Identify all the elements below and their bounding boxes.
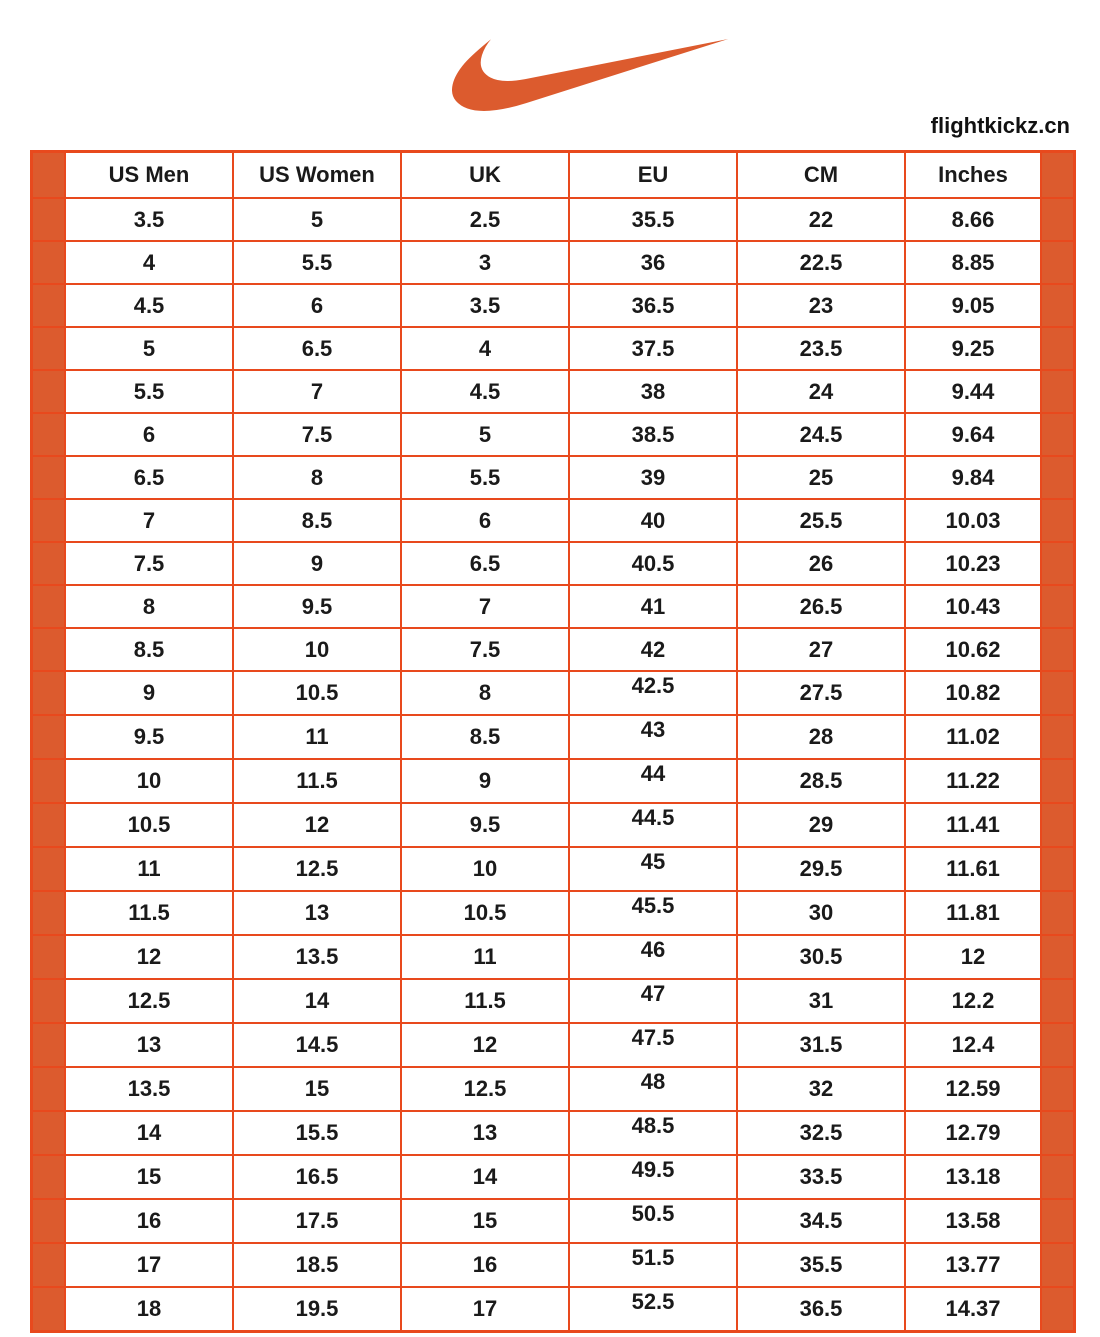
orange-side-bar: [32, 715, 66, 759]
orange-side-bar: [1041, 198, 1075, 241]
size-cell: 31: [737, 979, 905, 1023]
size-cell: 22: [737, 198, 905, 241]
size-cell: 44: [569, 759, 737, 803]
table-row: [32, 499, 1075, 542]
size-cell: 6: [401, 499, 569, 542]
size-cell: 10: [233, 628, 401, 671]
size-cell: 35.5: [737, 1243, 905, 1287]
orange-side-bar: [32, 241, 66, 284]
size-cell: 47: [569, 979, 737, 1023]
size-cell: 8.5: [65, 628, 233, 671]
orange-side-bar: [1041, 327, 1075, 370]
size-cell: 5: [233, 198, 401, 241]
size-cell: 11.41: [905, 803, 1041, 847]
size-cell: 5: [401, 413, 569, 456]
orange-side-bar: [32, 1067, 66, 1111]
orange-side-bar: [1041, 891, 1075, 935]
size-cell: 34.5: [737, 1199, 905, 1243]
orange-side-bar: [1041, 370, 1075, 413]
size-cell: 51.5: [569, 1243, 737, 1287]
size-cell: 25.5: [737, 499, 905, 542]
size-cell: 29.5: [737, 847, 905, 891]
column-header-uk: UK: [401, 152, 569, 199]
orange-side-bar: [32, 198, 66, 241]
table-row: [32, 759, 1075, 803]
size-cell: 26: [737, 542, 905, 585]
size-cell: 7.5: [65, 542, 233, 585]
table-row: [32, 979, 1075, 1023]
column-header-us-women: US Women: [233, 152, 401, 199]
orange-side-bar: [1041, 241, 1075, 284]
size-cell: 6.5: [401, 542, 569, 585]
orange-side-bar: [1041, 1287, 1075, 1332]
orange-side-bar: [32, 1199, 66, 1243]
orange-side-bar: [1041, 1023, 1075, 1067]
size-cell: 7: [401, 585, 569, 628]
orange-side-bar: [1041, 715, 1075, 759]
size-cell: 6.5: [65, 456, 233, 499]
table-row: [32, 284, 1075, 327]
column-header-us-men: US Men: [65, 152, 233, 199]
size-cell: 36: [569, 241, 737, 284]
size-cell: 30: [737, 891, 905, 935]
size-cell: 48.5: [569, 1111, 737, 1155]
orange-side-bar: [1041, 585, 1075, 628]
size-cell: 11: [233, 715, 401, 759]
size-cell: 12.5: [401, 1067, 569, 1111]
table-row: [32, 198, 1075, 241]
size-cell: 16: [401, 1243, 569, 1287]
size-cell: 9.84: [905, 456, 1041, 499]
orange-side-bar: [32, 327, 66, 370]
size-cell: 45: [569, 847, 737, 891]
table-row: [32, 803, 1075, 847]
nike-swoosh-icon: [452, 27, 730, 123]
size-cell: 8.66: [905, 198, 1041, 241]
size-cell: 52.5: [569, 1287, 737, 1332]
size-cell: 17: [65, 1243, 233, 1287]
table-row: [32, 1287, 1075, 1332]
size-cell: 10.5: [65, 803, 233, 847]
size-cell: 41: [569, 585, 737, 628]
orange-side-bar: [32, 1243, 66, 1287]
size-cell: 32.5: [737, 1111, 905, 1155]
orange-side-bar: [1041, 499, 1075, 542]
table-row: [32, 1243, 1075, 1287]
size-cell: 24: [737, 370, 905, 413]
size-cell: 9.64: [905, 413, 1041, 456]
size-cell: 9: [233, 542, 401, 585]
table-row: [32, 585, 1075, 628]
orange-side-bar: [32, 803, 66, 847]
size-cell: 9.44: [905, 370, 1041, 413]
size-cell: 4.5: [65, 284, 233, 327]
table-row: [32, 413, 1075, 456]
orange-side-bar: [32, 499, 66, 542]
size-cell: 9: [401, 759, 569, 803]
size-cell: 10: [401, 847, 569, 891]
size-cell: 15: [65, 1155, 233, 1199]
orange-side-bar: [1041, 456, 1075, 499]
size-cell: 32: [737, 1067, 905, 1111]
size-cell: 27: [737, 628, 905, 671]
size-cell: 13.77: [905, 1243, 1041, 1287]
size-cell: 13.58: [905, 1199, 1041, 1243]
size-cell: 13: [401, 1111, 569, 1155]
size-cell: 17: [401, 1287, 569, 1332]
size-cell: 12.59: [905, 1067, 1041, 1111]
size-cell: 11: [65, 847, 233, 891]
size-cell: 27.5: [737, 671, 905, 715]
size-cell: 38: [569, 370, 737, 413]
size-cell: 28.5: [737, 759, 905, 803]
orange-side-bar: [32, 1111, 66, 1155]
size-cell: 11.81: [905, 891, 1041, 935]
size-cell: 42: [569, 628, 737, 671]
size-cell: 39: [569, 456, 737, 499]
size-cell: 31.5: [737, 1023, 905, 1067]
size-cell: 14: [233, 979, 401, 1023]
size-cell: 13: [233, 891, 401, 935]
orange-side-bar: [32, 759, 66, 803]
size-cell: 11.22: [905, 759, 1041, 803]
size-cell: 8: [233, 456, 401, 499]
size-cell: 10.23: [905, 542, 1041, 585]
size-cell: 11.02: [905, 715, 1041, 759]
size-cell: 12: [401, 1023, 569, 1067]
orange-side-bar: [32, 1155, 66, 1199]
size-cell: 44.5: [569, 803, 737, 847]
size-cell: 12: [65, 935, 233, 979]
size-cell: 8.85: [905, 241, 1041, 284]
size-cell: 5.5: [65, 370, 233, 413]
size-cell: 7: [233, 370, 401, 413]
size-cell: 29: [737, 803, 905, 847]
size-cell: 5.5: [401, 456, 569, 499]
size-cell: 13.18: [905, 1155, 1041, 1199]
size-cell: 11.5: [65, 891, 233, 935]
size-cell: 16.5: [233, 1155, 401, 1199]
column-header-inches: Inches: [905, 152, 1041, 199]
size-cell: 40: [569, 499, 737, 542]
table-row: [32, 1155, 1075, 1199]
size-cell: 12: [905, 935, 1041, 979]
size-cell: 10.5: [233, 671, 401, 715]
size-cell: 24.5: [737, 413, 905, 456]
orange-side-bar: [1041, 979, 1075, 1023]
size-cell: 8: [401, 671, 569, 715]
size-cell: 9.5: [65, 715, 233, 759]
size-cell: 3.5: [65, 198, 233, 241]
size-cell: 8.5: [401, 715, 569, 759]
size-cell: 13.5: [233, 935, 401, 979]
size-cell: 23: [737, 284, 905, 327]
size-cell: 38.5: [569, 413, 737, 456]
orange-side-bar: [1041, 1111, 1075, 1155]
size-cell: 19.5: [233, 1287, 401, 1332]
table-row: [32, 628, 1075, 671]
table-row: [32, 847, 1075, 891]
size-cell: 7: [65, 499, 233, 542]
size-cell: 13.5: [65, 1067, 233, 1111]
size-cell: 22.5: [737, 241, 905, 284]
size-cell: 33.5: [737, 1155, 905, 1199]
orange-side-bar: [1041, 671, 1075, 715]
size-cell: 6: [233, 284, 401, 327]
size-cell: 12.5: [65, 979, 233, 1023]
orange-side-bar: [32, 847, 66, 891]
table-row: [32, 715, 1075, 759]
orange-side-bar: [32, 979, 66, 1023]
orange-side-bar: [32, 935, 66, 979]
size-cell: 36.5: [569, 284, 737, 327]
size-cell: 12.2: [905, 979, 1041, 1023]
size-cell: 9.5: [401, 803, 569, 847]
size-cell: 6.5: [233, 327, 401, 370]
size-cell: 43: [569, 715, 737, 759]
size-cell: 15: [233, 1067, 401, 1111]
table-row: [32, 891, 1075, 935]
size-cell: 9.25: [905, 327, 1041, 370]
size-cell: 16: [65, 1199, 233, 1243]
size-cell: 8: [65, 585, 233, 628]
size-cell: 47.5: [569, 1023, 737, 1067]
size-cell: 42.5: [569, 671, 737, 715]
size-cell: 26.5: [737, 585, 905, 628]
size-cell: 48: [569, 1067, 737, 1111]
orange-side-bar: [1041, 152, 1075, 199]
size-cell: 18: [65, 1287, 233, 1332]
size-cell: 30.5: [737, 935, 905, 979]
size-cell: 23.5: [737, 327, 905, 370]
size-cell: 8.5: [233, 499, 401, 542]
size-cell: 10: [65, 759, 233, 803]
size-cell: 13: [65, 1023, 233, 1067]
table-row: [32, 542, 1075, 585]
orange-side-bar: [1041, 935, 1075, 979]
orange-side-bar: [1041, 542, 1075, 585]
size-cell: 14.37: [905, 1287, 1041, 1332]
size-cell: 40.5: [569, 542, 737, 585]
orange-side-bar: [1041, 803, 1075, 847]
table-header-row: [32, 152, 1075, 199]
size-cell: 25: [737, 456, 905, 499]
orange-side-bar: [32, 1023, 66, 1067]
orange-side-bar: [1041, 759, 1075, 803]
size-cell: 50.5: [569, 1199, 737, 1243]
table-row: [32, 370, 1075, 413]
table-row: [32, 241, 1075, 284]
table-row: [32, 327, 1075, 370]
size-cell: 12.5: [233, 847, 401, 891]
size-cell: 4: [401, 327, 569, 370]
table-row: [32, 935, 1075, 979]
table-row: [32, 456, 1075, 499]
orange-side-bar: [32, 413, 66, 456]
size-cell: 5.5: [233, 241, 401, 284]
size-cell: 6: [65, 413, 233, 456]
column-header-cm: CM: [737, 152, 905, 199]
size-cell: 10.5: [401, 891, 569, 935]
table-row: [32, 671, 1075, 715]
size-cell: 9: [65, 671, 233, 715]
orange-side-bar: [1041, 628, 1075, 671]
orange-side-bar: [1041, 1155, 1075, 1199]
orange-side-bar: [32, 456, 66, 499]
size-cell: 5: [65, 327, 233, 370]
size-cell: 10.43: [905, 585, 1041, 628]
size-cell: 4: [65, 241, 233, 284]
table-row: [32, 1067, 1075, 1111]
size-cell: 11.5: [401, 979, 569, 1023]
size-cell: 17.5: [233, 1199, 401, 1243]
size-cell: 9.5: [233, 585, 401, 628]
size-cell: 15: [401, 1199, 569, 1243]
table-row: [32, 1111, 1075, 1155]
size-cell: 4.5: [401, 370, 569, 413]
orange-side-bar: [1041, 1199, 1075, 1243]
table-row: [32, 1023, 1075, 1067]
orange-side-bar: [1041, 284, 1075, 327]
size-cell: 14: [65, 1111, 233, 1155]
orange-side-bar: [1041, 413, 1075, 456]
size-conversion-table: [30, 150, 1076, 1333]
orange-side-bar: [32, 284, 66, 327]
orange-side-bar: [32, 152, 66, 199]
orange-side-bar: [32, 1287, 66, 1332]
size-cell: 11.5: [233, 759, 401, 803]
size-cell: 18.5: [233, 1243, 401, 1287]
size-cell: 11: [401, 935, 569, 979]
size-cell: 49.5: [569, 1155, 737, 1199]
size-cell: 15.5: [233, 1111, 401, 1155]
size-cell: 37.5: [569, 327, 737, 370]
orange-side-bar: [32, 628, 66, 671]
size-cell: 10.82: [905, 671, 1041, 715]
size-cell: 28: [737, 715, 905, 759]
size-cell: 2.5: [401, 198, 569, 241]
size-cell: 12.79: [905, 1111, 1041, 1155]
size-cell: 12: [233, 803, 401, 847]
orange-side-bar: [32, 671, 66, 715]
size-cell: 9.05: [905, 284, 1041, 327]
orange-side-bar: [1041, 847, 1075, 891]
size-cell: 36.5: [737, 1287, 905, 1332]
size-cell: 7.5: [233, 413, 401, 456]
orange-side-bar: [32, 891, 66, 935]
orange-side-bar: [32, 585, 66, 628]
orange-side-bar: [32, 370, 66, 413]
size-cell: 10.62: [905, 628, 1041, 671]
size-cell: 14: [401, 1155, 569, 1199]
size-cell: 3: [401, 241, 569, 284]
size-cell: 3.5: [401, 284, 569, 327]
size-cell: 10.03: [905, 499, 1041, 542]
size-cell: 14.5: [233, 1023, 401, 1067]
size-cell: 12.4: [905, 1023, 1041, 1067]
size-cell: 35.5: [569, 198, 737, 241]
orange-side-bar: [32, 542, 66, 585]
size-cell: 46: [569, 935, 737, 979]
table-row: [32, 1199, 1075, 1243]
size-cell: 11.61: [905, 847, 1041, 891]
orange-side-bar: [1041, 1243, 1075, 1287]
orange-side-bar: [1041, 1067, 1075, 1111]
size-cell: 7.5: [401, 628, 569, 671]
column-header-eu: EU: [569, 152, 737, 199]
size-cell: 45.5: [569, 891, 737, 935]
website-label: flightkickz.cn: [930, 113, 1070, 138]
